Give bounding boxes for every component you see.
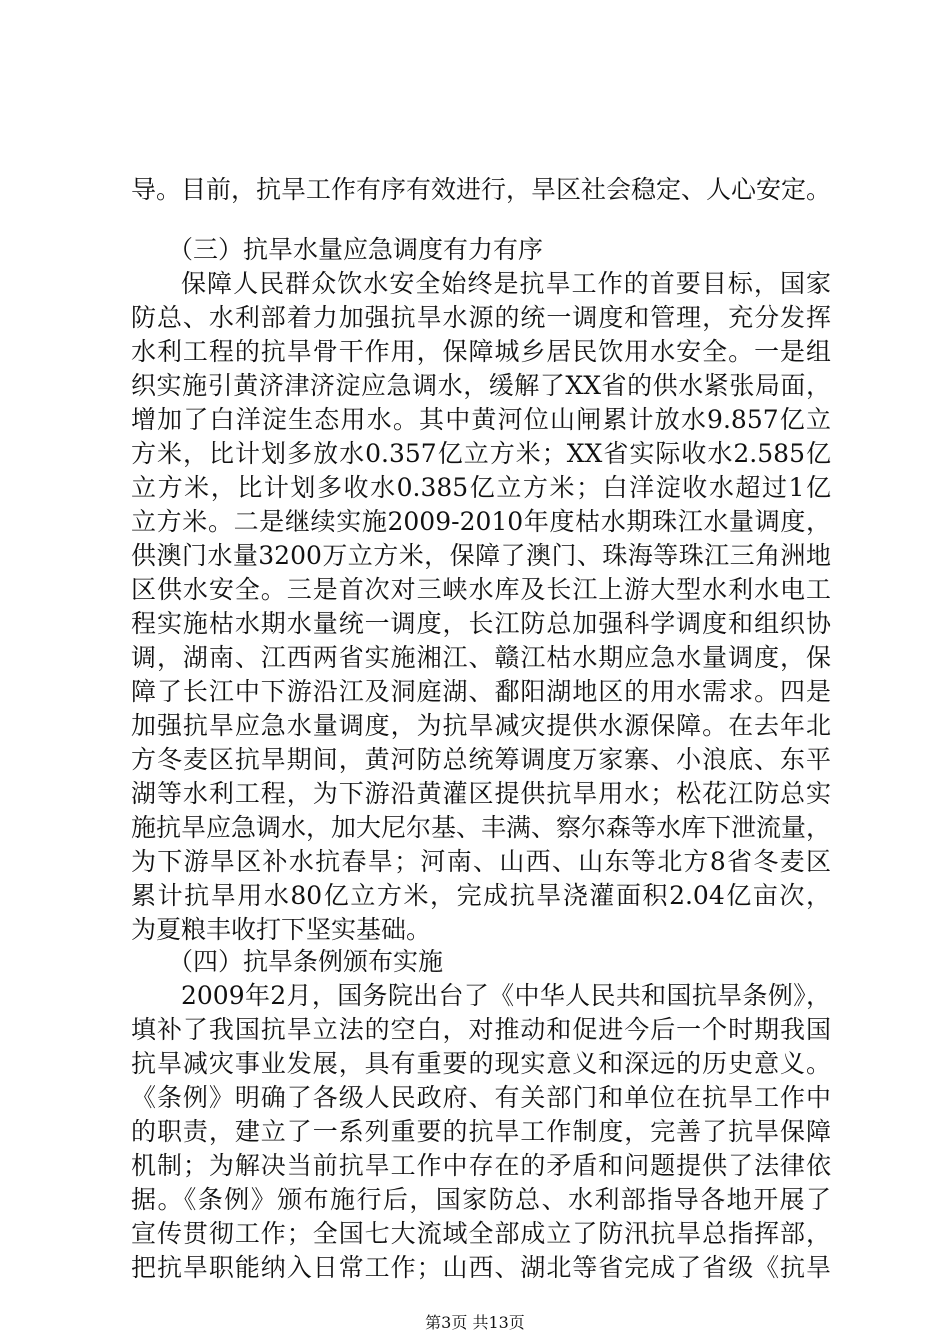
text-line: 程实施枯水期水量统一调度，长江防总加强科学调度和组织协 <box>131 609 831 638</box>
text-line: 宣传贯彻工作；全国七大流域全部成立了防汛抗旱总指挥部， <box>131 1219 831 1248</box>
text-line: 方米，比计划多放水0.357亿立方米；XX省实际收水2.585亿 <box>131 439 831 468</box>
text-line: 的职责，建立了一系列重要的抗旱工作制度，完善了抗旱保障 <box>131 1117 831 1146</box>
text-line: 湖等水利工程，为下游沿黄灌区提供抗旱用水；松花江防总实 <box>131 779 831 808</box>
text-line: 障了长江中下游沿江及洞庭湖、鄱阳湖地区的用水需求。四是 <box>131 677 831 706</box>
text-line: 机制；为解决当前抗旱工作中存在的矛盾和问题提供了法律依 <box>131 1151 831 1180</box>
text-line: 《条例》明确了各级人民政府、有关部门和单位在抗旱工作中 <box>131 1083 831 1112</box>
text-line: 据。《条例》颁布施行后，国家防总、水利部指导各地开展了 <box>131 1185 831 1214</box>
text-line: 立方米，比计划多收水0.385亿立方米；白洋淀收水超过1亿 <box>131 473 831 502</box>
text-line: 加强抗旱应急水量调度，为抗旱减灾提供水源保障。在去年北 <box>131 711 831 740</box>
section-heading: （四）抗旱条例颁布实施 <box>168 947 444 976</box>
text-line: 防总、水利部着力加强抗旱水源的统一调度和管理，充分发挥 <box>131 303 831 332</box>
text-line: 织实施引黄济津济淀应急调水，缓解了XX省的供水紧张局面， <box>131 371 831 400</box>
text-line: 把抗旱职能纳入日常工作；山西、湖北等省完成了省级《抗旱 <box>131 1253 831 1282</box>
text-line: 为夏粮丰收打下坚实基础。 <box>131 915 432 944</box>
section-heading: （三）抗旱水量应急调度有力有序 <box>168 235 544 264</box>
text-line: 抗旱减灾事业发展，具有重要的现实意义和深远的历史意义。 <box>131 1049 831 1078</box>
text-line: 施抗旱应急调水，加大尼尔基、丰满、察尔森等水库下泄流量， <box>131 813 832 842</box>
text-line: 为下游旱区补水抗春旱；河南、山西、山东等北方8省冬麦区 <box>131 847 831 876</box>
text-line: 水利工程的抗旱骨干作用，保障城乡居民饮用水安全。一是组 <box>131 337 831 366</box>
text-line: 2009年2月，国务院出台了《中华人民共和国抗旱条例》， <box>181 981 831 1010</box>
page-footer: 第3页 共13页 <box>425 1313 525 1332</box>
text-line: 立方米。二是继续实施2009-2010年度枯水期珠江水量调度， <box>131 507 831 536</box>
text-line: 供澳门水量3200万立方米，保障了澳门、珠海等珠江三角洲地 <box>131 541 831 570</box>
text-line: 增加了白洋淀生态用水。其中黄河位山闸累计放水9.857亿立 <box>131 405 831 434</box>
text-line: 调，湖南、江西两省实施湘江、赣江枯水期应急水量调度，保 <box>131 643 831 672</box>
text-line: 区供水安全。三是首次对三峡水库及长江上游大型水利水电工 <box>131 575 831 604</box>
text-line: 方冬麦区抗旱期间，黄河防总统筹调度万家寨、小浪底、东平 <box>131 745 831 774</box>
text-line: 填补了我国抗旱立法的空白，对推动和促进今后一个时期我国 <box>131 1015 831 1044</box>
text-line: 导。目前，抗旱工作有序有效进行，旱区社会稳定、人心安定。 <box>131 175 832 204</box>
text-line: 累计抗旱用水80亿立方米，完成抗旱浇灌面积2.04亿亩次， <box>131 881 831 910</box>
text-line: 保障人民群众饮水安全始终是抗旱工作的首要目标，国家 <box>181 269 831 298</box>
